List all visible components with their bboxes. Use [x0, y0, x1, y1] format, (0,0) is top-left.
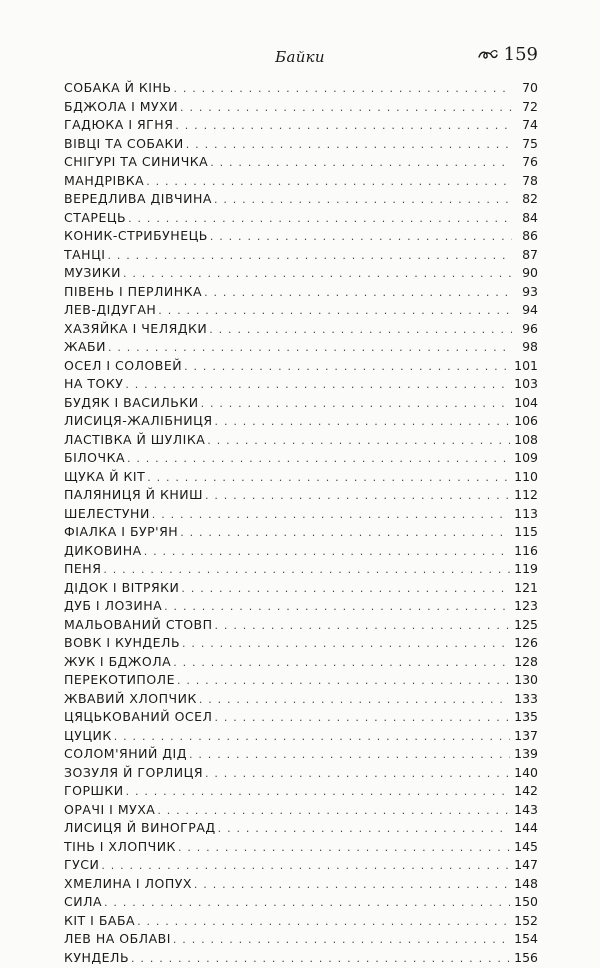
toc-entry-page: 112 — [510, 487, 538, 502]
toc-entry — [64, 358, 538, 377]
toc-entry-page: 113 — [510, 506, 538, 521]
toc-entry-page: 130 — [510, 672, 538, 687]
toc-entry — [64, 598, 538, 617]
toc-entry — [64, 80, 538, 99]
toc-dot-leader — [205, 767, 510, 780]
toc-entry-title: ЦЯЦЬКОВАНИЙ ОСЕЛ — [64, 709, 214, 724]
toc-entry — [64, 136, 538, 155]
toc-dot-leader — [131, 952, 510, 965]
toc-entry-page: 145 — [510, 839, 538, 854]
toc-entry — [64, 950, 538, 968]
page-number: 159 — [504, 44, 538, 65]
toc-entry — [64, 247, 538, 266]
toc-dot-leader — [218, 822, 510, 835]
toc-entry-title: НА ТОКУ — [64, 376, 125, 391]
toc-dot-leader — [152, 508, 510, 521]
toc-dot-leader — [204, 286, 512, 299]
toc-entry-title: ЛИСИЦЯ Й ВИНОГРАД — [64, 820, 218, 835]
toc-dot-leader — [158, 304, 512, 317]
toc-dot-leader — [194, 878, 510, 891]
toc-dot-leader — [186, 138, 512, 151]
toc-dot-leader — [144, 545, 510, 558]
toc-dot-leader — [210, 156, 512, 169]
toc-entry — [64, 580, 538, 599]
toc-entry-page: 156 — [510, 950, 538, 965]
toc-entry-title: ЦУЦИК — [64, 728, 114, 743]
toc-dot-leader — [127, 452, 510, 465]
toc-entry-page: 116 — [510, 543, 538, 558]
toc-entry-page: 115 — [510, 524, 538, 539]
toc-entry-title: ДУБ І ЛОЗИНА — [64, 598, 164, 613]
toc-entry — [64, 728, 538, 747]
toc-entry-page: 126 — [510, 635, 538, 650]
toc-dot-leader — [101, 859, 510, 872]
toc-entry-title: ЛИСИЦЯ-ЖАЛІБНИЦЯ — [64, 413, 215, 428]
toc-entry-title: СНІГУРІ ТА СИНИЧКА — [64, 154, 210, 169]
toc-dot-leader — [215, 415, 511, 428]
toc-entry-page: 148 — [510, 876, 538, 891]
toc-dot-leader — [173, 656, 510, 669]
toc-entry-title: ЛЕВ-ДІДУГАН — [64, 302, 158, 317]
toc-entry — [64, 931, 538, 950]
toc-entry — [64, 672, 538, 691]
toc-entry-page: 142 — [510, 783, 538, 798]
toc-entry-page: 140 — [510, 765, 538, 780]
toc-entry-page: 101 — [510, 358, 538, 373]
toc-dot-leader — [103, 563, 510, 576]
toc-entry-page: 72 — [512, 99, 538, 114]
toc-entry-title: ПІВЕНЬ І ПЕРЛИНКА — [64, 284, 204, 299]
toc-entry-title: ШЕЛЕСТУНИ — [64, 506, 152, 521]
toc-dot-leader — [123, 267, 512, 280]
toc-dot-leader — [157, 804, 510, 817]
toc-dot-leader — [201, 397, 511, 410]
toc-entry-title: СОБАКА Й КІНЬ — [64, 80, 173, 95]
toc-dot-leader — [189, 748, 510, 761]
toc-entry-title: ДІДОК І ВІТРЯКИ — [64, 580, 181, 595]
toc-entry-title: ЛЕВ НА ОБЛАВІ — [64, 931, 173, 946]
toc-dot-leader — [205, 489, 510, 502]
toc-entry-page: 121 — [510, 580, 538, 595]
toc-dot-leader — [107, 249, 512, 262]
toc-entry-title: ГОРШКИ — [64, 783, 126, 798]
toc-entry — [64, 543, 538, 562]
toc-dot-leader — [215, 619, 511, 632]
toc-dot-leader — [137, 915, 510, 928]
toc-entry-title: ПАЛЯНИЦЯ Й КНИШ — [64, 487, 205, 502]
toc-entry — [64, 654, 538, 673]
toc-dot-leader — [147, 471, 510, 484]
toc-entry — [64, 894, 538, 913]
toc-entry-page: 154 — [510, 931, 538, 946]
toc-entry — [64, 265, 538, 284]
toc-entry-title: ОСЕЛ І СОЛОВЕЙ — [64, 358, 184, 373]
toc-entry — [64, 469, 538, 488]
toc-dot-leader — [173, 933, 510, 946]
toc-dot-leader — [199, 693, 510, 706]
toc-entry-page: 125 — [510, 617, 538, 632]
toc-entry-page: 137 — [510, 728, 538, 743]
toc-entry — [64, 783, 538, 802]
toc-entry-title: ХАЗЯЙКА І ЧЕЛЯДКИ — [64, 321, 209, 336]
toc-entry-page: 152 — [510, 913, 538, 928]
toc-entry-page: 93 — [512, 284, 538, 299]
toc-entry-title: БДЖОЛА І МУХИ — [64, 99, 180, 114]
toc-entry-title: ПЕНЯ — [64, 561, 103, 576]
toc-dot-leader — [104, 896, 510, 909]
toc-entry-page: 144 — [510, 820, 538, 835]
toc-dot-leader — [126, 785, 511, 798]
toc-entry — [64, 117, 538, 136]
toc-entry-page: 135 — [510, 709, 538, 724]
toc-dot-leader — [146, 175, 512, 188]
toc-entry-title: ТІНЬ І ХЛОПЧИК — [64, 839, 178, 854]
toc-entry-title: КОНИК-СТРИБУНЕЦЬ — [64, 228, 210, 243]
toc-dot-leader — [180, 526, 510, 539]
toc-dot-leader — [173, 82, 512, 95]
toc-entry — [64, 395, 538, 414]
toc-dot-leader — [177, 674, 510, 687]
toc-entry — [64, 524, 538, 543]
toc-entry — [64, 617, 538, 636]
toc-entry-page: 87 — [512, 247, 538, 262]
toc-entry-page: 119 — [510, 561, 538, 576]
toc-entry-page: 76 — [512, 154, 538, 169]
toc-entry — [64, 154, 538, 173]
toc-entry — [64, 99, 538, 118]
toc-dot-leader — [207, 434, 510, 447]
toc-entry — [64, 857, 538, 876]
toc-entry — [64, 506, 538, 525]
toc-entry-title: СОЛОМ'ЯНИЙ ДІД — [64, 746, 189, 761]
toc-entry-page: 110 — [510, 469, 538, 484]
toc-entry-title: СИЛА — [64, 894, 104, 909]
table-of-contents — [64, 80, 538, 968]
toc-entry — [64, 802, 538, 821]
toc-entry-page: 108 — [510, 432, 538, 447]
toc-entry — [64, 820, 538, 839]
toc-entry-page: 94 — [512, 302, 538, 317]
toc-entry-page: 84 — [512, 210, 538, 225]
toc-entry-page: 86 — [512, 228, 538, 243]
toc-entry-page: 90 — [512, 265, 538, 280]
toc-entry-title: МАНДРІВКА — [64, 173, 146, 188]
toc-entry — [64, 487, 538, 506]
toc-entry — [64, 691, 538, 710]
toc-entry-title: ЗОЗУЛЯ Й ГОРЛИЦЯ — [64, 765, 205, 780]
toc-entry — [64, 561, 538, 580]
toc-entry — [64, 376, 538, 395]
toc-entry-page: 74 — [512, 117, 538, 132]
toc-entry — [64, 339, 538, 358]
toc-entry-page: 150 — [510, 894, 538, 909]
toc-entry-title: ГАДЮКА І ЯГНЯ — [64, 117, 175, 132]
toc-entry-page: 82 — [512, 191, 538, 206]
toc-entry-title: ЖАБИ — [64, 339, 108, 354]
toc-dot-leader — [178, 841, 510, 854]
toc-entry — [64, 876, 538, 895]
toc-dot-leader — [128, 212, 512, 225]
toc-entry-page: 96 — [512, 321, 538, 336]
toc-entry-title: ПЕРЕКОТИПОЛЕ — [64, 672, 177, 687]
toc-dot-leader — [184, 360, 510, 373]
toc-entry — [64, 765, 538, 784]
toc-entry — [64, 413, 538, 432]
toc-dot-leader — [214, 193, 512, 206]
toc-entry-page: 75 — [512, 136, 538, 151]
toc-entry-page: 133 — [510, 691, 538, 706]
running-title: Байки — [0, 48, 600, 66]
toc-dot-leader — [125, 378, 510, 391]
toc-dot-leader — [214, 711, 510, 724]
toc-entry — [64, 321, 538, 340]
toc-entry-page: 109 — [510, 450, 538, 465]
toc-entry-title: ТАНЦІ — [64, 247, 107, 262]
toc-entry-title: ФІАЛКА І БУР'ЯН — [64, 524, 180, 539]
page-number-block — [477, 44, 538, 65]
toc-entry-title: ОРАЧІ І МУХА — [64, 802, 157, 817]
toc-entry-page: 70 — [512, 80, 538, 95]
toc-entry — [64, 284, 538, 303]
toc-dot-leader — [181, 582, 510, 595]
toc-entry — [64, 635, 538, 654]
flourish-ornament-icon — [477, 48, 499, 62]
toc-entry — [64, 302, 538, 321]
toc-entry-title: СТАРЕЦЬ — [64, 210, 128, 225]
toc-entry-title: МАЛЬОВАНИЙ СТОВП — [64, 617, 215, 632]
toc-entry-title: БУДЯК І ВАСИЛЬКИ — [64, 395, 201, 410]
toc-entry-page: 78 — [512, 173, 538, 188]
toc-entry — [64, 746, 538, 765]
toc-entry — [64, 839, 538, 858]
toc-entry-title: БІЛОЧКА — [64, 450, 127, 465]
toc-dot-leader — [209, 323, 512, 336]
toc-dot-leader — [175, 119, 512, 132]
toc-dot-leader — [210, 230, 512, 243]
toc-entry — [64, 432, 538, 451]
toc-entry-title: ВІВЦІ ТА СОБАКИ — [64, 136, 186, 151]
toc-entry-page: 139 — [510, 746, 538, 761]
toc-entry-title: МУЗИКИ — [64, 265, 123, 280]
toc-entry-page: 147 — [510, 857, 538, 872]
toc-dot-leader — [108, 341, 512, 354]
toc-entry — [64, 450, 538, 469]
toc-entry-page: 103 — [510, 376, 538, 391]
toc-entry — [64, 709, 538, 728]
toc-entry-title: ХМЕЛИНА І ЛОПУХ — [64, 876, 194, 891]
toc-dot-leader — [182, 637, 510, 650]
toc-entry-title: ВОВК І КУНДЕЛЬ — [64, 635, 182, 650]
toc-dot-leader — [180, 101, 512, 114]
toc-entry-title: ЩУКА Й КІТ — [64, 469, 147, 484]
toc-entry-page: 98 — [512, 339, 538, 354]
toc-entry — [64, 191, 538, 210]
toc-entry-page: 123 — [510, 598, 538, 613]
toc-entry-title: ЖУК І БДЖОЛА — [64, 654, 173, 669]
toc-entry-page: 104 — [510, 395, 538, 410]
toc-entry — [64, 173, 538, 192]
toc-dot-leader — [164, 600, 510, 613]
toc-entry-page: 143 — [510, 802, 538, 817]
toc-entry-page: 128 — [510, 654, 538, 669]
toc-entry-title: КІТ І БАБА — [64, 913, 137, 928]
toc-dot-leader — [114, 730, 510, 743]
toc-entry-title: ГУСИ — [64, 857, 101, 872]
toc-entry-title: ВЕРЕДЛИВА ДІВЧИНА — [64, 191, 214, 206]
toc-entry-page: 106 — [510, 413, 538, 428]
toc-entry — [64, 228, 538, 247]
toc-entry — [64, 913, 538, 932]
toc-entry-title: ЛАСТІВКА Й ШУЛІКА — [64, 432, 207, 447]
toc-entry-title: КУНДЕЛЬ — [64, 950, 131, 965]
toc-entry-title: ЖВАВИЙ ХЛОПЧИК — [64, 691, 199, 706]
toc-entry — [64, 210, 538, 229]
toc-entry-title: ДИКОВИНА — [64, 543, 144, 558]
